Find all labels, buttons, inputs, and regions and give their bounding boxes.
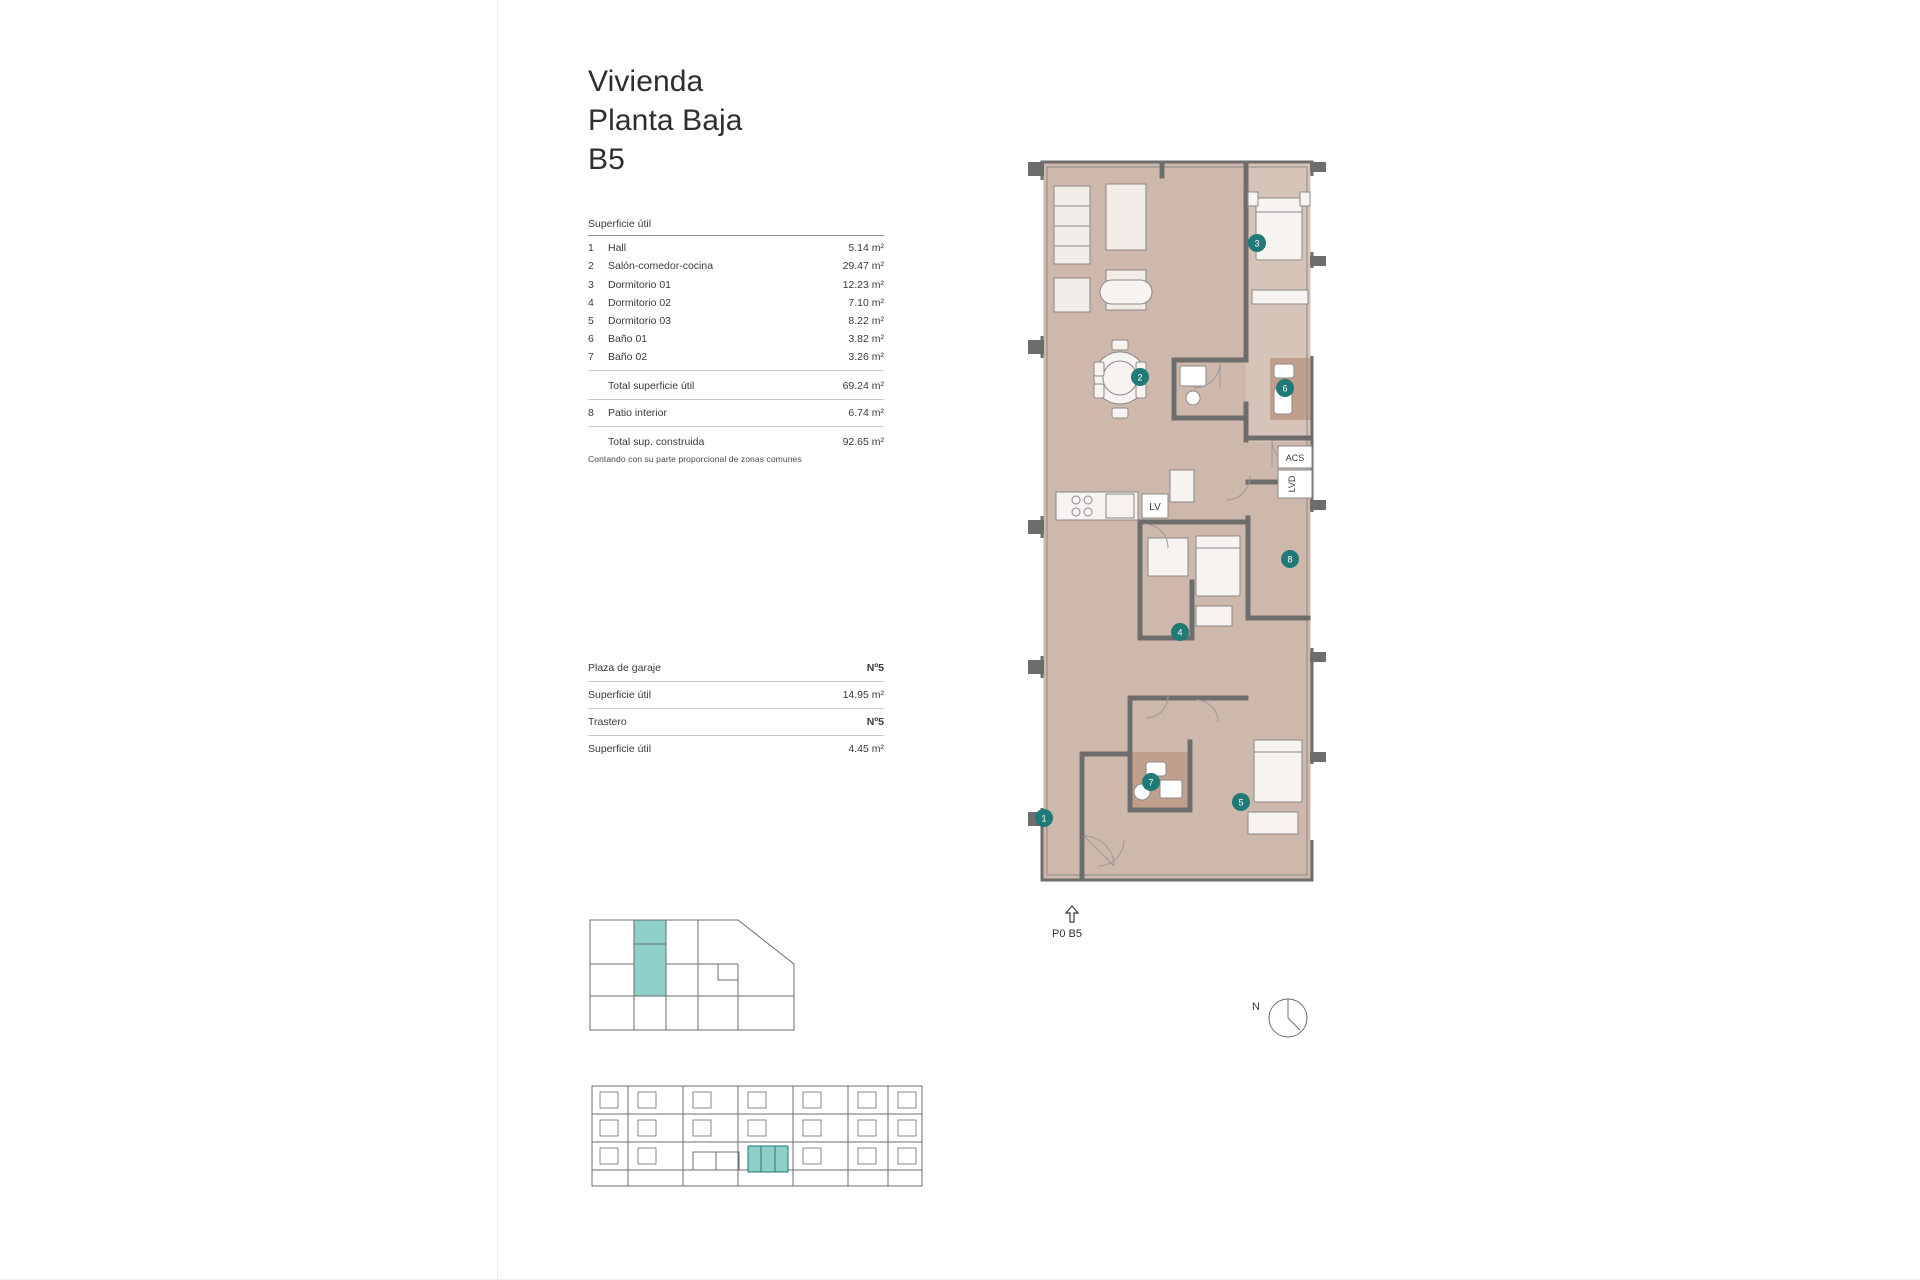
marker-3: 3 bbox=[1254, 238, 1260, 249]
key-plan-diagram bbox=[588, 918, 818, 1050]
lv-box bbox=[1142, 494, 1168, 518]
garage-surface-value: 14.95 m² bbox=[842, 689, 884, 701]
page-title bbox=[588, 62, 743, 179]
entrance-arrow-icon bbox=[1062, 905, 1082, 923]
margin-guide-line bbox=[497, 0, 498, 1280]
title-line-2: Planta Baja bbox=[588, 104, 743, 137]
row-value: 7.10 m² bbox=[848, 296, 884, 309]
table-row bbox=[588, 345, 884, 363]
row-number: 5 bbox=[588, 314, 594, 327]
total-built-row bbox=[588, 427, 884, 448]
row-number: 8 bbox=[588, 406, 594, 419]
row-value: 5.14 m² bbox=[848, 242, 884, 255]
row-number: 4 bbox=[588, 296, 594, 309]
storage-surface-row bbox=[588, 736, 884, 755]
row-label: Baño 02 bbox=[608, 351, 648, 364]
row-value: 3.26 m² bbox=[848, 351, 884, 364]
title-line-1: Vivienda bbox=[588, 65, 704, 98]
garage-surface-label: Superficie útil bbox=[588, 689, 652, 701]
marker-5: 5 bbox=[1238, 797, 1244, 808]
row-number: 2 bbox=[588, 260, 594, 273]
table-row bbox=[588, 400, 884, 418]
table-row bbox=[588, 327, 884, 345]
storage-row bbox=[588, 709, 884, 728]
compass-north-label: N bbox=[1252, 1001, 1260, 1013]
row-value: 12.23 m² bbox=[842, 278, 884, 291]
total-useful-row bbox=[588, 371, 884, 392]
floor-plan bbox=[1020, 140, 1360, 910]
plan-label: P0 B5 bbox=[1052, 928, 1082, 940]
acs-lvd-box bbox=[1278, 446, 1312, 498]
surface-table bbox=[588, 218, 884, 464]
row-label: Dormitorio 03 bbox=[608, 314, 672, 327]
row-label: Total superficie útil bbox=[608, 380, 695, 393]
garage-label: Plaza de garaje bbox=[588, 662, 661, 674]
table-row bbox=[588, 291, 884, 309]
compass-rose bbox=[1248, 988, 1318, 1048]
acs-label: ACS bbox=[1285, 453, 1305, 463]
patio-fill bbox=[1256, 520, 1312, 616]
row-value: 69.24 m² bbox=[842, 380, 884, 393]
marker-6: 6 bbox=[1282, 383, 1288, 394]
row-value: 6.74 m² bbox=[848, 406, 884, 419]
garage-number: Nº5 bbox=[866, 662, 884, 674]
row-value: 29.47 m² bbox=[842, 260, 884, 273]
row-label: Baño 01 bbox=[608, 333, 648, 346]
common-areas-note: Contando con su parte proporcional de zonas comunes bbox=[588, 453, 802, 464]
table-row bbox=[588, 236, 884, 254]
garage-row bbox=[588, 662, 884, 674]
row-label: Salón-comedor-cocina bbox=[608, 260, 714, 273]
surface-table-heading: Superficie útil bbox=[588, 218, 652, 230]
storage-label: Trastero bbox=[588, 716, 627, 728]
row-value: 3.82 m² bbox=[848, 333, 884, 346]
lv-label: LV bbox=[1149, 502, 1161, 513]
furniture-bed-05 bbox=[1248, 740, 1302, 834]
row-number: 6 bbox=[588, 333, 594, 346]
row-number: 1 bbox=[588, 242, 594, 255]
marker-7: 7 bbox=[1148, 777, 1154, 788]
elevation-highlight bbox=[748, 1146, 788, 1172]
table-row bbox=[588, 309, 884, 327]
table-row bbox=[588, 272, 884, 290]
row-number: 3 bbox=[588, 278, 594, 291]
row-label: Total sup. construida bbox=[608, 435, 705, 448]
key-plan-highlight bbox=[634, 920, 666, 996]
table-row bbox=[588, 254, 884, 272]
storage-number: Nº5 bbox=[866, 716, 884, 728]
storage-surface-label: Superficie útil bbox=[588, 743, 652, 755]
marker-4: 4 bbox=[1177, 627, 1183, 638]
row-value: 92.65 m² bbox=[842, 435, 884, 448]
row-label: Patio interior bbox=[608, 406, 667, 419]
garage-table bbox=[588, 662, 884, 755]
marker-2: 2 bbox=[1137, 372, 1143, 383]
row-label: Dormitorio 02 bbox=[608, 296, 672, 309]
row-value: 8.22 m² bbox=[848, 314, 884, 327]
elevation-diagram bbox=[588, 1076, 928, 1201]
marker-1: 1 bbox=[1041, 813, 1047, 824]
row-number: 7 bbox=[588, 351, 594, 364]
storage-surface-value: 4.45 m² bbox=[848, 743, 884, 755]
garage-surface-row bbox=[588, 682, 884, 701]
row-label: Dormitorio 01 bbox=[608, 278, 672, 291]
title-line-3: B5 bbox=[588, 143, 625, 176]
row-label: Hall bbox=[608, 242, 627, 255]
lvd-label: LVD bbox=[1287, 475, 1297, 493]
marker-8: 8 bbox=[1287, 554, 1293, 565]
